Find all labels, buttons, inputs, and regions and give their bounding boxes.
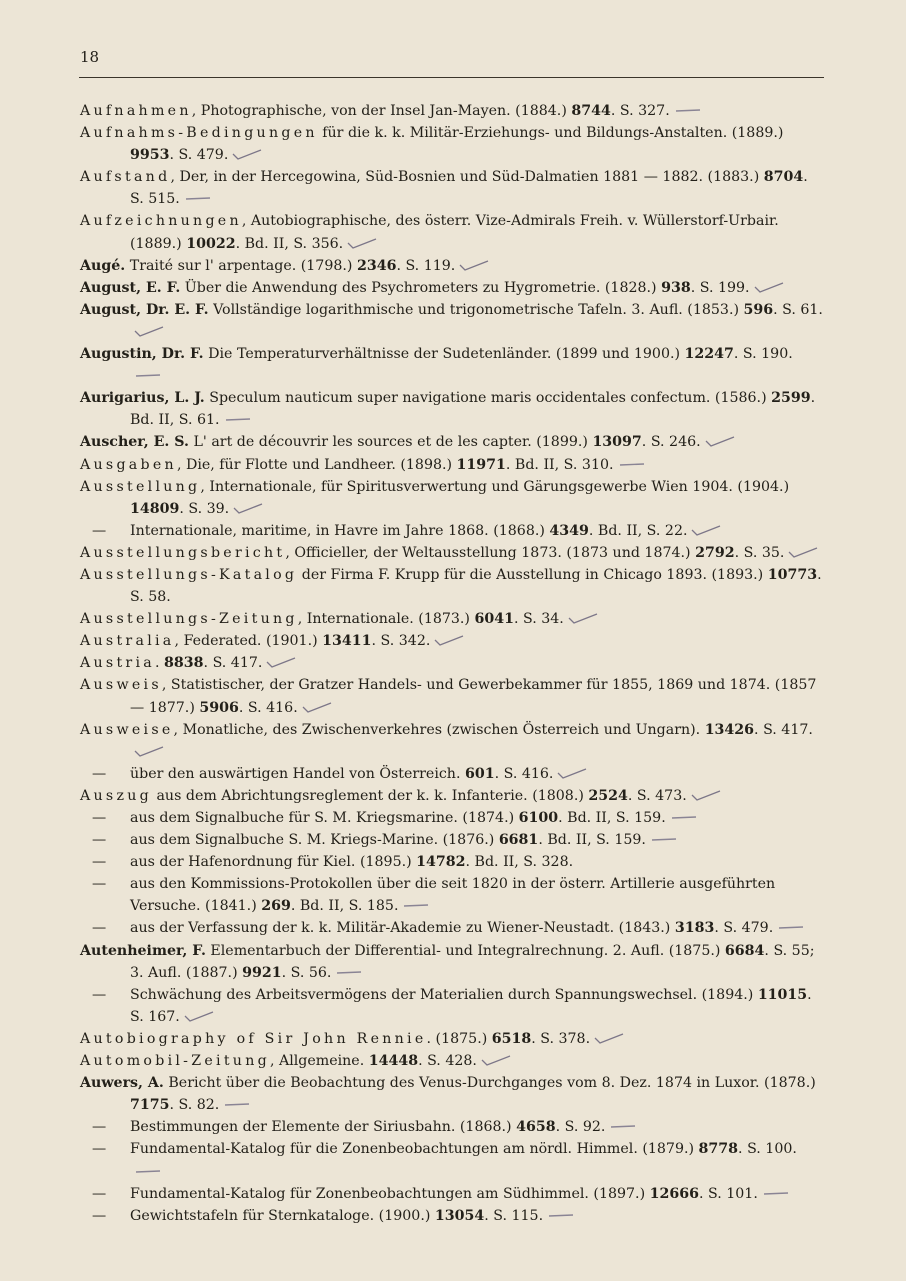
entry-text: Internationale, maritime, in Havre im Jahre 1868. (1868.)	[130, 522, 550, 539]
entry-location: . S. 34.	[513, 611, 564, 628]
entry-author: Augustin, Dr. F.	[80, 346, 204, 363]
catalog-number: 4658	[516, 1119, 556, 1136]
entry-location: . Bd. II, S. 22.	[588, 522, 688, 539]
entry-location: . S. 82.	[169, 1097, 220, 1114]
entry-location: . S. 115.	[484, 1207, 544, 1224]
catalog-number: 7175	[130, 1097, 170, 1114]
entry-text: , Allgemeine.	[269, 1053, 369, 1070]
pencil-checkmark-icon	[557, 768, 587, 780]
pencil-checkmark-icon	[691, 525, 721, 537]
catalog-number: 6518	[491, 1030, 532, 1047]
entry-text: , Federated. (1901.)	[174, 633, 323, 650]
catalog-number: 6041	[474, 611, 514, 628]
catalog-entry	[80, 476, 824, 520]
entry-text: Bestimmungen der Elemente der Siriusbahn. (1868.)	[130, 1119, 517, 1136]
catalog-entry	[80, 785, 824, 807]
entry-location: . S. 479.	[714, 920, 774, 937]
header-rule	[79, 77, 824, 78]
catalog-subentry	[80, 1138, 824, 1182]
catalog-entry	[80, 630, 824, 652]
entry-location: . S. 55; 3. Aufl. (1887.)	[130, 942, 815, 981]
entry-text: aus dem Signalbuche für S. M. Kriegsmarine. (1874.)	[130, 810, 519, 826]
entry-text: Elementarbuch der Differential- und Integralrechnung. 2. Aufl. (1875.)	[205, 942, 725, 959]
pencil-dash-icon	[134, 370, 164, 382]
catalog-number: 10773	[767, 566, 818, 583]
entry-location: . S. 416.	[238, 699, 298, 716]
pencil-checkmark-icon	[568, 613, 598, 625]
catalog-number: 5906	[199, 699, 239, 716]
entry-location: . S. 56.	[281, 964, 332, 981]
catalog-entry	[80, 431, 824, 453]
pencil-checkmark-icon	[481, 1055, 511, 1067]
entry-location: . Bd. II, S. 159.	[558, 810, 666, 826]
entry-keyword: Australia	[80, 633, 175, 650]
catalog-subentry	[80, 763, 824, 785]
entry-keyword: Aufzeichnungen	[80, 213, 242, 230]
catalog-entry	[80, 652, 824, 674]
entry-text: Bericht über die Beobachtung des Venus-Durchganges vom 8. Dez. 1874 in Luxor. (1878.)	[163, 1075, 816, 1092]
entry-text: über den auswärtigen Handel von Österreich.	[130, 765, 465, 782]
entry-text: , Internationale. (1873.)	[297, 611, 475, 628]
catalog-number: 13426	[704, 721, 755, 738]
ditto-dash: —	[92, 810, 107, 826]
catalog-subentry	[80, 1183, 824, 1205]
catalog-entry	[80, 210, 824, 254]
entry-location: . S. 342.	[371, 633, 431, 650]
entry-location: . S. 39.	[179, 500, 230, 517]
catalog-number: 2792	[695, 544, 735, 561]
entry-author: August, E. F.	[80, 279, 181, 296]
entry-text: aus dem Signalbuche S. M. Kriegs-Marine. (1876.)	[130, 832, 499, 849]
entry-text: aus der Verfassung der k. k. Militär-Akademie zu Wiener-Neustadt. (1843.)	[130, 920, 675, 937]
entry-text: Fundamental-Katalog für die Zonenbeobachtungen am nördl. Himmel. (1879.)	[130, 1141, 699, 1158]
catalog-number: 6100	[518, 810, 559, 826]
entry-location: . S. 417.	[754, 721, 813, 738]
entry-text: , Statistischer, der Gratzer Handels- und Gewerbekammer für 1855, 1869 und 1874. (1857 — 1877.)	[130, 677, 817, 716]
catalog-number: 13411	[322, 633, 372, 650]
pencil-checkmark-icon	[184, 1011, 214, 1023]
entry-location: . S. 61.	[773, 301, 823, 318]
catalog-number: 3183	[674, 920, 715, 937]
catalog-subentry	[80, 829, 824, 851]
page-number: 18	[80, 48, 100, 66]
catalog-entry	[80, 343, 824, 387]
catalog-number: 14782	[416, 854, 466, 871]
catalog-number: 2346	[356, 257, 397, 274]
catalog-entry	[80, 674, 824, 718]
pencil-checkmark-icon	[705, 436, 735, 448]
catalog-entry	[80, 387, 824, 431]
entry-location: . Bd. II, S. 310.	[505, 456, 614, 473]
entry-keyword: Ausstellungs-Zeitung	[80, 611, 298, 628]
entry-text: , Internationale, für Spiritusverwertung und Gärungsgewerbe Wien 1904. (1904.)	[200, 478, 790, 495]
pencil-dash-icon	[777, 922, 807, 934]
catalog-entry	[80, 100, 824, 122]
pencil-checkmark-icon	[134, 746, 164, 758]
entry-location: . S. 515.	[130, 169, 808, 208]
catalog-entry	[80, 1050, 824, 1072]
entry-author: Auscher, E. S.	[80, 434, 189, 451]
entry-location: . S. 119.	[396, 257, 456, 274]
pencil-checkmark-icon	[134, 326, 164, 338]
entry-keyword: Aufstand	[80, 169, 171, 186]
entry-text: Speculum nauticum super navigatione maris occidentales confectum. (1586.)	[204, 390, 772, 407]
entry-text: Vollständige logarithmische und trigonometrische Tafeln. 3. Aufl. (1853.)	[208, 301, 744, 318]
entry-author: Auwers, A.	[80, 1075, 164, 1092]
pencil-dash-icon	[184, 193, 214, 205]
ditto-dash: —	[92, 1185, 107, 1202]
pencil-dash-icon	[223, 1099, 253, 1111]
pencil-checkmark-icon	[232, 149, 262, 161]
ditto-dash: —	[92, 832, 107, 849]
entry-location: . S. 100.	[738, 1141, 797, 1158]
entry-keyword: Autobiography of Sir John Rennie	[80, 1030, 427, 1047]
pencil-checkmark-icon	[594, 1033, 624, 1045]
entry-text: Traité sur l' arpentage. (1798.)	[125, 257, 357, 274]
pencil-checkmark-icon	[754, 282, 784, 294]
catalog-entries	[80, 100, 824, 1227]
catalog-number: 10022	[186, 235, 236, 252]
pencil-checkmark-icon	[434, 635, 464, 647]
entry-location: . S. 327.	[610, 103, 670, 119]
ditto-dash: —	[92, 522, 107, 539]
entry-text: Über die Anwendung des Psychrometers zu Hygrometrie. (1828.)	[180, 279, 662, 296]
entry-author: Aurigarius, L. J.	[80, 390, 205, 407]
entry-author: Autenheimer, F.	[80, 942, 206, 959]
entry-location: . S. 58.	[130, 566, 822, 606]
entry-keyword: Automobil-Zeitung	[80, 1053, 270, 1070]
entry-text: , Officieller, der Weltausstellung 1873. (1873 und 1874.)	[285, 544, 696, 561]
entry-text: aus den Kommissions-Protokollen über die seit 1820 in der österr. Artillerie ausgeführten Versuche. (1841.)	[130, 876, 776, 915]
catalog-subentry	[80, 851, 824, 873]
entry-text: , Monatliche, des Zwischenverkehres (zwischen Österreich und Ungarn).	[173, 721, 705, 738]
catalog-subentry	[80, 873, 824, 917]
catalog-number: 14809	[130, 500, 180, 517]
entry-location: . Bd. II, S. 328.	[465, 854, 574, 871]
catalog-number: 601	[464, 765, 495, 782]
entry-text: , Autobiographische, des österr. Vize-Admirals Freih. v. Wüllerstorf-Urbair. (1889.)	[130, 213, 779, 252]
entry-location: . S. 417.	[203, 655, 263, 672]
catalog-number: 596	[743, 301, 774, 318]
ditto-dash: —	[92, 1119, 107, 1136]
pencil-checkmark-icon	[233, 503, 263, 515]
pencil-dash-icon	[335, 967, 365, 979]
ditto-dash: —	[92, 854, 107, 871]
ditto-dash: —	[92, 986, 107, 1003]
catalog-entry	[80, 564, 824, 608]
catalog-number: 12247	[684, 346, 734, 363]
pencil-dash-icon	[674, 105, 704, 117]
ditto-dash: —	[92, 1141, 107, 1158]
entry-location: . S. 473.	[627, 787, 687, 804]
catalog-subentry	[80, 1205, 824, 1227]
entry-text: Die Temperaturverhältnisse der Sudetenländer. (1899 und 1900.)	[203, 346, 685, 363]
catalog-number: 269	[261, 898, 291, 915]
catalog-number: 11971	[456, 456, 506, 473]
entry-keyword: Ausweis	[80, 677, 162, 694]
entry-location: . Bd. II, S. 61.	[130, 390, 816, 429]
entry-location: . S. 246.	[641, 434, 701, 451]
catalog-number: 4349	[549, 522, 589, 539]
catalog-number: 6681	[498, 832, 539, 849]
catalog-entry	[80, 454, 824, 476]
catalog-entry	[80, 255, 824, 277]
pencil-dash-icon	[670, 812, 700, 824]
pencil-dash-icon	[609, 1121, 639, 1133]
catalog-number: 8704	[763, 169, 804, 186]
pencil-dash-icon	[618, 459, 648, 471]
entry-text: aus dem Abrichtungsreglement der k. k. Infanterie. (1808.)	[151, 787, 589, 804]
catalog-entry	[80, 608, 824, 630]
entry-keyword: Ausweise	[80, 721, 174, 738]
entry-location: . Bd. II, S. 159.	[538, 832, 646, 849]
entry-text: , Die, für Flotte und Landheer. (1898.)	[176, 456, 457, 473]
catalog-entry	[80, 277, 824, 299]
catalog-number: 2524	[588, 787, 628, 804]
catalog-entry	[80, 166, 824, 210]
entry-keyword: Aufnahms-Bedingungen	[80, 125, 318, 142]
entry-text: .	[155, 655, 165, 672]
entry-text: Fundamental-Katalog für Zonenbeobachtungen am Südhimmel. (1897.)	[130, 1185, 650, 1202]
entry-text: Gewichtstafeln für Sternkataloge. (1900.)	[130, 1207, 435, 1224]
catalog-subentry	[80, 520, 824, 542]
catalog-entry	[80, 299, 824, 343]
pencil-checkmark-icon	[347, 238, 377, 250]
entry-keyword: Ausstellungsbericht	[80, 544, 286, 561]
entry-text: für die k. k. Militär-Erziehungs- und Bildungs-Anstalten. (1889.)	[317, 125, 784, 142]
catalog-number: 14448	[368, 1053, 419, 1070]
catalog-number: 6684	[724, 942, 765, 959]
catalog-number: 9953	[130, 147, 170, 164]
catalog-number: 8778	[698, 1141, 739, 1158]
entry-location: . S. 428.	[418, 1053, 477, 1070]
entry-keyword: Austria	[80, 655, 156, 672]
catalog-entry	[80, 1028, 824, 1050]
catalog-subentry	[80, 984, 824, 1028]
entry-location: . Bd. II, S. 356.	[235, 235, 344, 252]
catalog-entry	[80, 940, 824, 984]
entry-author: Augé.	[80, 257, 126, 274]
entry-text: , Der, in der Hercegowina, Süd-Bosnien und Süd-Dalmatien 1881 — 1882. (1883.)	[170, 169, 764, 186]
ditto-dash: —	[92, 876, 107, 893]
pencil-checkmark-icon	[266, 657, 296, 669]
entry-location: . S. 35.	[734, 544, 785, 561]
catalog-number: 2599	[771, 390, 811, 407]
catalog-subentry	[80, 807, 824, 829]
pencil-checkmark-icon	[788, 547, 818, 559]
entry-text: . (1875.)	[426, 1030, 492, 1047]
catalog-number: 938	[661, 279, 691, 296]
catalog-number: 9921	[242, 964, 282, 981]
ditto-dash: —	[92, 765, 107, 782]
catalog-number: 13054	[434, 1207, 485, 1224]
catalog-number: 8744	[571, 103, 611, 119]
pencil-dash-icon	[547, 1210, 577, 1222]
pencil-dash-icon	[402, 900, 432, 912]
entry-location: . S. 416.	[494, 765, 554, 782]
entry-text: , Photographische, von der Insel Jan-Mayen. (1884.)	[191, 103, 572, 119]
pencil-checkmark-icon	[459, 260, 489, 272]
entry-keyword: Ausstellung	[80, 478, 201, 495]
entry-keyword: Ausgaben	[80, 456, 177, 473]
pencil-checkmark-icon	[302, 702, 332, 714]
entry-keyword: Aufnahmen	[80, 103, 192, 119]
entry-location: . S. 479.	[169, 147, 229, 164]
entry-location: . S. 190.	[733, 346, 793, 363]
entry-text: Schwächung des Arbeitsvermögens der Materialien durch Spannungswechsel. (1894.)	[130, 986, 758, 1003]
catalog-entry	[80, 122, 824, 166]
catalog-entry	[80, 719, 824, 763]
entry-text: L' art de découvrir les sources et de les capter. (1899.)	[188, 434, 593, 451]
catalog-number: 11015	[757, 986, 808, 1003]
pencil-dash-icon	[134, 1166, 164, 1178]
catalog-entry	[80, 542, 824, 564]
entry-location: . Bd. II, S. 185.	[290, 898, 399, 915]
catalog-entry	[80, 1072, 824, 1116]
entry-author: August, Dr. E. F.	[80, 301, 209, 318]
entry-text: aus der Hafenordnung für Kiel. (1895.)	[130, 854, 417, 871]
entry-location: . S. 101.	[698, 1185, 758, 1202]
entry-keyword: Ausstellungs-Katalog	[80, 566, 298, 583]
ditto-dash: —	[92, 920, 107, 937]
entry-text: der Firma F. Krupp für die Ausstellung in Chicago 1893. (1893.)	[297, 566, 768, 583]
pencil-dash-icon	[762, 1188, 792, 1200]
entry-location: . S. 378.	[531, 1030, 591, 1047]
catalog-subentry	[80, 917, 824, 939]
entry-location: . S. 167.	[130, 986, 812, 1025]
pencil-dash-icon	[224, 414, 254, 426]
catalog-subentry	[80, 1116, 824, 1138]
entry-keyword: Auszug	[80, 787, 152, 804]
catalog-number: 8838	[164, 655, 204, 672]
entry-location: . S. 199.	[690, 279, 750, 296]
pencil-checkmark-icon	[691, 790, 721, 802]
entry-location: . S. 92.	[555, 1119, 606, 1136]
ditto-dash: —	[92, 1207, 107, 1224]
catalog-number: 12666	[649, 1185, 699, 1202]
pencil-dash-icon	[650, 834, 680, 846]
catalog-number: 13097	[592, 434, 642, 451]
